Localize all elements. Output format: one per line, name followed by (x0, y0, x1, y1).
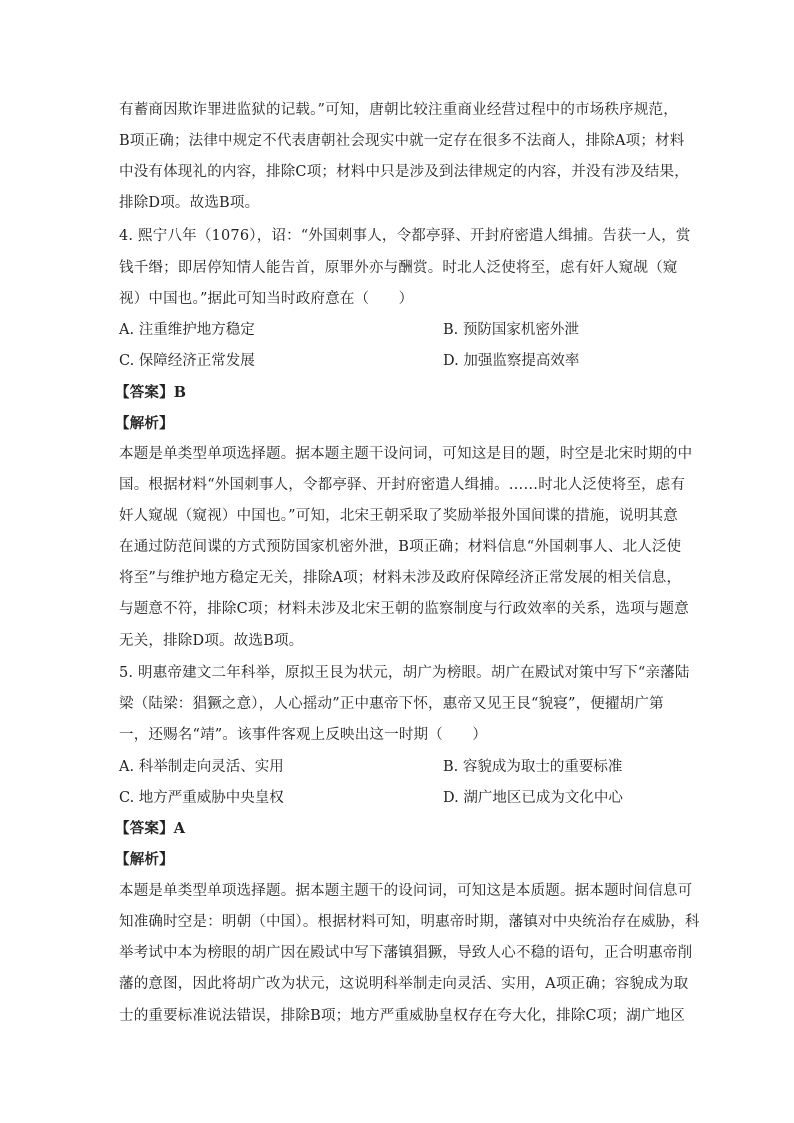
q4-answer: 【答案】B (115, 384, 187, 401)
q5-stem-line: 梁（陆梁：猖獗之意），人心摇动”正中惠帝下怀，惠帝又见王艮“貌寝”，便擢胡广第 (119, 696, 664, 712)
q4-analysis-line: 将至”与维护地方稳定无关，排除A项；材料未涉及政府保障经济正常发展的相关信息， (119, 570, 682, 586)
q5-option-b: B. 容貌成为取士的重要标准 (443, 759, 623, 775)
q4-option-b: B. 预防国家机密外泄 (443, 322, 579, 338)
q4-analysis-line: 奸人窥觇（窥视）中国也。”可知，北宋王朝采取了奖励举报外国间谍的措施，说明其意 (119, 508, 678, 524)
q3-analysis-line: 排除D项。故选B项。 (119, 195, 260, 211)
q4-option-c: C. 保障经济正常发展 (119, 353, 255, 369)
q5-stem-line: 一，还赐名“靖”。该事件客观上反映出这一时期（ ） (119, 727, 488, 743)
q5-stem-line: 5. 明惠帝建文二年科举，原拟王艮为状元，胡广为榜眼。胡广在殿试对策中写下“亲藩陆 (119, 665, 690, 681)
q5-answer: 【答案】A (115, 820, 186, 837)
q3-analysis-line: 有蓄商因欺诈罪进监狱的记载。”可知，唐朝比较注重商业经营过程中的市场秩序规范， (119, 102, 678, 118)
q3-analysis-line: B项正确；法律中规定不代表唐朝社会现实中就一定存在很多不法商人，排除A项；材料 (119, 133, 685, 149)
q5-analysis-line: 举考试中本为榜眼的胡广因在殿试中写下藩镇猖獗，导致人心不稳的语句，正合明惠帝削 (119, 945, 693, 961)
q5-analysis-line: 本题是单类型单项选择题。据本题主题干的设问词，可知这是本质题。据本题时间信息可 (119, 883, 693, 899)
q5-option-d: D. 湖广地区已成为文化中心 (443, 790, 623, 806)
q5-analysis-heading: 【解析】 (115, 851, 174, 868)
q4-stem-line: 4. 熙宁八年（1076），诏：“外国刺事人，令都亭驿、开封府密遣人缉捕。告获一人，赏 (119, 228, 691, 244)
q4-analysis-line: 本题是单类型单项选择题。据本题主题干设问词，可知这是目的题，时空是北宋时期的中 (119, 446, 693, 462)
q4-analysis-line: 与题意不符，排除C项；材料未涉及北宋王朝的监察制度与行政效率的关系，选项与题意 (119, 601, 689, 617)
q5-analysis-line: 知准确时空是：明朝（中国）。根据材料可知，明惠帝时期，藩镇对中央统治存在威胁，科 (119, 914, 700, 930)
q4-analysis-line: 国。根据材料“外国刺事人，令都亭驿、开封府密遣人缉捕。……时北人泛使将至，虑有 (119, 477, 686, 493)
q4-stem-line: 钱千缗；即居停知情人能告首，原罪外亦与酬赏。时北人泛使将至，虑有奸人窥觇（窥 (119, 260, 678, 276)
q4-analysis-heading: 【解析】 (115, 415, 174, 432)
q4-stem-line: 视）中国也。”据此可知当时政府意在（ ） (119, 291, 414, 307)
q5-option-a: A. 科举制走向灵活、实用 (119, 759, 284, 775)
q4-analysis-line: 在通过防范间谍的方式预防国家机密外泄，B项正确；材料信息“外国刺事人、北人泛使 (119, 539, 682, 555)
q4-option-a: A. 注重维护地方稳定 (119, 322, 255, 338)
q4-analysis-line: 无关，排除D项。故选B项。 (119, 633, 304, 649)
q4-option-d: D. 加强监察提高效率 (443, 353, 580, 369)
q5-analysis-line: 藩的意图，因此将胡广改为状元，这说明科举制走向灵活、实用，A项正确；容貌成为取 (119, 976, 689, 992)
q5-analysis-line: 士的重要标准说法错误，排除B项；地方严重威胁皇权存在夸大化，排除C项；湖广地区 (119, 1008, 686, 1024)
q3-analysis-line: 中没有体现礼的内容，排除C项；材料中只是涉及到法律规定的内容，并没有涉及结果， (119, 164, 689, 180)
q5-option-c: C. 地方严重威胁中央皇权 (119, 790, 284, 806)
